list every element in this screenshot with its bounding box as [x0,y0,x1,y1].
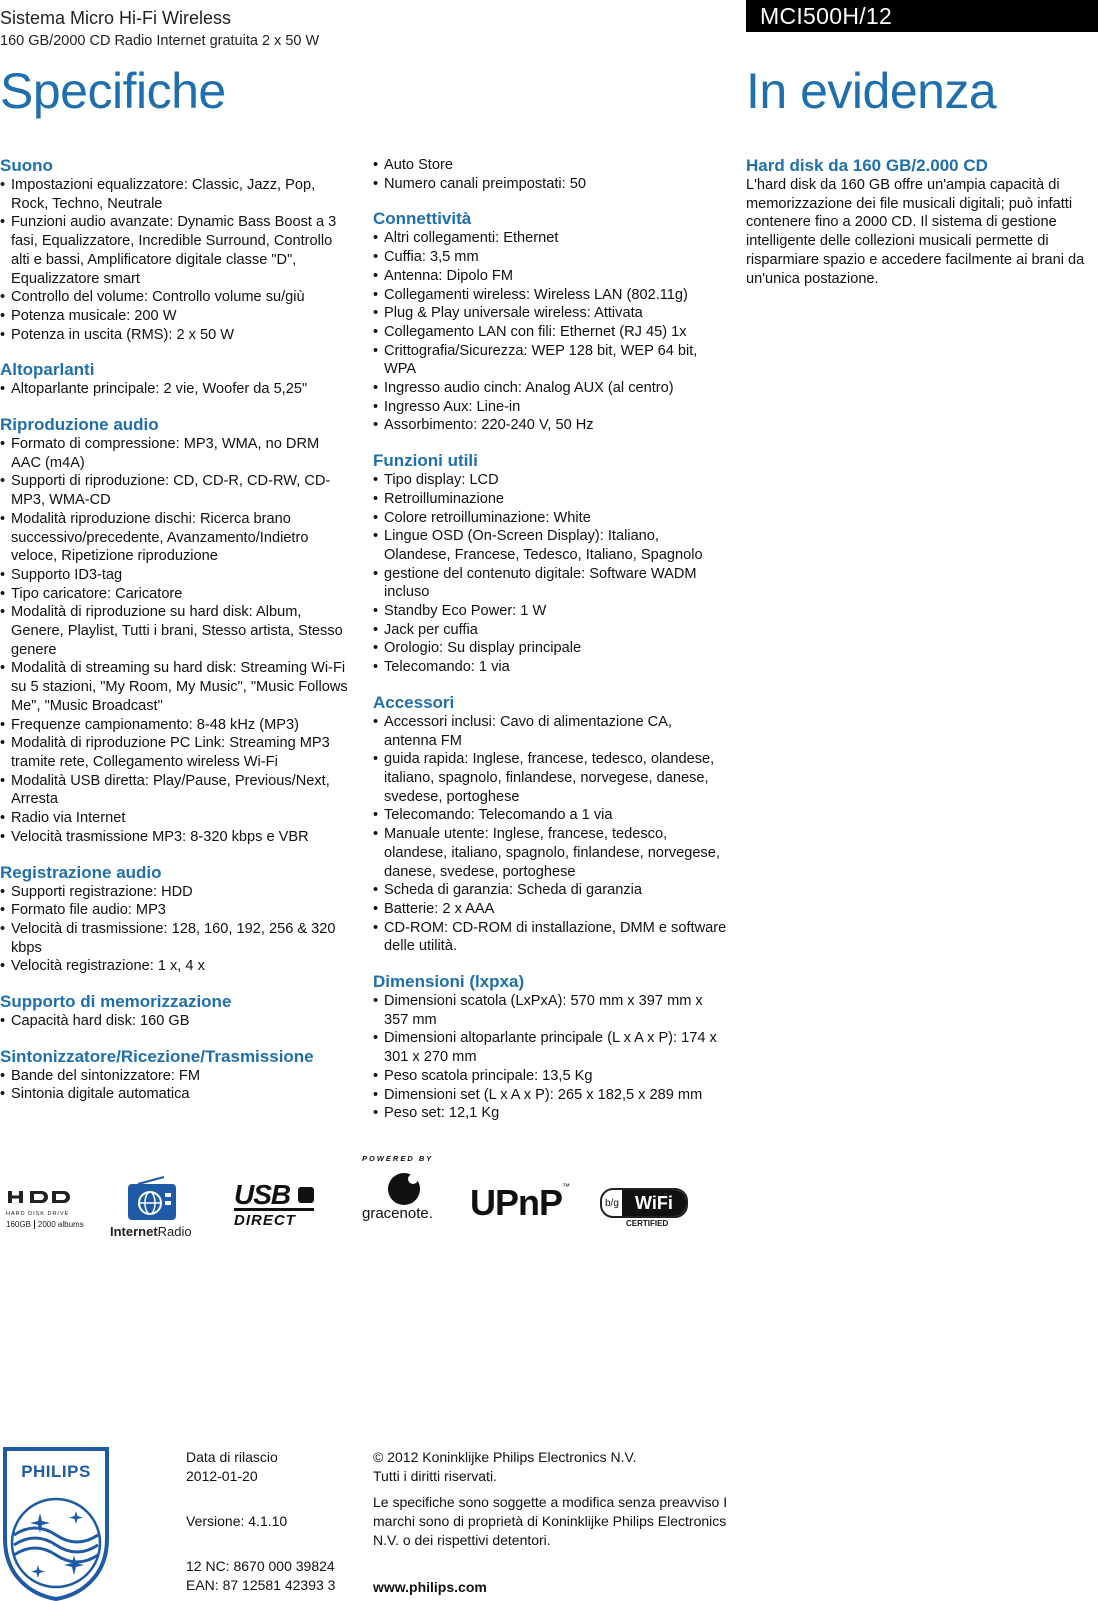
section-title: Altoparlanti [0,360,95,380]
spec-item: • Potenza in uscita (RMS): 2 x 50 W [0,326,350,345]
specs-column-2 [373,156,728,1123]
spec-item: • Supporti registrazione: HDD [0,883,350,902]
footer-legal [373,1448,728,1550]
spec-list [373,471,728,677]
spec-item: • Controllo del volume: Controllo volume su/giù [0,288,350,307]
spec-item: • Ingresso Aux: Line-in [373,398,728,417]
section-title: Dimensioni (lxpxa) [373,972,525,992]
spec-section-riproduzione-audio [0,415,350,846]
spec-item: • Funzioni audio avanzate: Dynamic Bass Boost a 3 fasi, Equalizzatore, Incredible Surround, Controllo alti e bassi, Amplificatore digitale classe "D", Equalizzatore smart [0,213,350,288]
model-number-badge: MCI500H/12 [746,0,1098,32]
powered-by-label: POWERED BY [362,1154,434,1163]
footer-release-info [186,1448,356,1595]
spec-item: • Modalità di riproduzione su hard disk: Album, Genere, Playlist, Tutti i brani, Stesso artista, Stesso genere [0,603,350,659]
spec-item: • Modalità riproduzione dischi: Ricerca brano successivo/precedente, Avanzamento/Indietro veloce, Ripetizione riproduzione [0,510,350,566]
spec-list [0,176,350,344]
spec-item: • Modalità USB diretta: Play/Pause, Previous/Next, Arresta [0,772,350,809]
spec-item: • Formato file audio: MP3 [0,901,350,920]
version: Versione: 4.1.10 [186,1513,288,1529]
hdd-capacity [6,1220,86,1229]
spec-item: • Capacità hard disk: 160 GB [0,1012,350,1031]
rights-reserved: Tutti i diritti riservati. [373,1468,497,1484]
spec-list [0,883,350,977]
radio-word: Radio [157,1224,192,1239]
section-title: Sintonizzatore/Ricezione/Trasmissione [0,1046,314,1066]
spec-item: • Radio via Internet [0,809,350,828]
section-title: Supporto di memorizzazione [0,992,232,1012]
spec-item: • Altoparlante principale: 2 vie, Woofer da 5,25" [0,380,350,399]
spec-item: • Frequenze campionamento: 8-48 kHz (MP3) [0,716,350,735]
section-title: Riproduzione audio [0,415,159,435]
product-name: Sistema Micro Hi-Fi Wireless [0,8,232,28]
spec-section-registrazione-audio [0,863,350,977]
internet-word: Internet [110,1224,158,1239]
spec-item: • Potenza musicale: 200 W [0,307,350,326]
spec-item: • Retroilluminazione [373,490,728,509]
spec-item: • Assorbimento: 220-240 V, 50 Hz [373,416,728,435]
spec-item: • Orologio: Su display principale [373,639,728,658]
spec-item: • Velocità trasmissione MP3: 8-320 kbps e VBR [0,828,350,847]
spec-item: • Peso set: 12,1 Kg [373,1104,728,1123]
highlights-title: In evidenza [746,63,997,119]
spec-item: • Telecomando: Telecomando a 1 via [373,806,728,825]
section-title: Funzioni utili [373,451,478,471]
hdd-capacity-gb: 160GB [6,1220,31,1229]
spec-item: • Ingresso audio cinch: Analog AUX (al centro) [373,379,728,398]
highlight-title: Hard disk da 160 GB/2.000 CD [746,156,988,175]
highlights-column [746,156,1098,288]
spec-section-suono [0,156,350,344]
spec-item: • Auto Store [373,156,728,175]
spec-list [0,380,350,399]
usb-direct-logo [234,1179,334,1229]
spec-item: • Manuale utente: Inglese, francese, tedesco, olandese, italiano, spagnolo, finlandese, norvegese, danese, svedese, portoghese [373,825,728,881]
wifi-wordmark: WiFi [622,1190,686,1216]
wifi-badge [600,1188,688,1218]
spec-list-continued [373,156,728,193]
gracenote-wordmark: gracenote. [362,1205,433,1222]
internet-radio-logo [110,1176,210,1239]
section-title: Suono [0,156,53,175]
spec-item: • Supporto ID3-tag [0,566,350,585]
product-subtitle: 160 GB/2000 CD Radio Internet gratuita 2 x 50 W [0,33,320,49]
hdd-logo [6,1190,86,1229]
section-title: Registrazione audio [0,862,162,882]
spec-item: • Dimensioni altoparlante principale (L x A x P): 174 x 301 x 270 mm [373,1029,728,1066]
website-link[interactable]: www.philips.com [373,1579,487,1595]
spec-item: • Impostazioni equalizzatore: Classic, Jazz, Pop, Rock, Techno, Neutrale [0,176,350,213]
spec-section-funzioni-utili [373,451,728,677]
feature-logos [0,1154,720,1270]
usb-wordmark: USB [234,1179,291,1210]
release-label: Data di rilascio [186,1449,278,1465]
wifi-standard: b/g [605,1197,619,1209]
hdd-logo-caption: HARD DISK DRIVE [6,1211,70,1217]
spec-section-altoparlanti [0,360,350,399]
spec-item: • Bande del sintonizzatore: FM [0,1067,350,1086]
spec-list [0,1012,350,1031]
hdd-wordmark-icon [6,1190,84,1208]
spec-item: • Lingue OSD (On-Screen Display): Italiano, Olandese, Francese, Tedesco, Italiano, Spagnolo [373,527,728,564]
usb-direct-wordmark: DIRECT [234,1208,314,1229]
spec-item: • Collegamento LAN con fili: Ethernet (RJ 45) 1x [373,323,728,342]
spec-item: • Accessori inclusi: Cavo di alimentazione CA, antenna FM [373,713,728,750]
spec-item: • Collegamenti wireless: Wireless LAN (802.11g) [373,286,728,305]
release-date: 2012-01-20 [186,1468,258,1484]
nc-code: 12 NC: 8670 000 39824 [186,1558,335,1574]
spec-item: • Dimensioni set (L x A x P): 265 x 182,5 x 289 mm [373,1086,728,1105]
radio-icon [126,1176,178,1222]
ean-code: EAN: 87 12581 42393 3 [186,1577,336,1593]
spec-item: • Batterie: 2 x AAA [373,900,728,919]
spec-item: • Altri collegamenti: Ethernet [373,229,728,248]
spec-item: • Modalità di streaming su hard disk: Streaming Wi-Fi su 5 stazioni, "My Room, My Music", "Music Follows Me", "Music Broadcast" [0,659,350,715]
spec-item: • Cuffia: 3,5 mm [373,248,728,267]
spec-item: • Velocità di trasmissione: 128, 160, 192, 256 & 320 kbps [0,920,350,957]
spec-list [373,713,728,956]
spec-item: • Colore retroilluminazione: White [373,509,728,528]
copyright: © 2012 Koninklijke Philips Electronics N.V. [373,1449,637,1465]
philips-wordmark: PHILIPS [21,1462,91,1481]
spec-item: • Peso scatola principale: 13,5 Kg [373,1067,728,1086]
internet-radio-wordmark [110,1224,210,1239]
spec-list [0,435,350,846]
spec-item: • Scheda di garanzia: Scheda di garanzia [373,881,728,900]
spec-section-connettivita [373,209,728,435]
philips-shield-logo [0,1447,112,1601]
spec-item: • Supporti di riproduzione: CD, CD-R, CD-RW, CD-MP3, WMA-CD [0,472,350,509]
spec-item: • Crittografia/Sicurezza: WEP 128 bit, WEP 64 bit, WPA [373,342,728,379]
spec-item: • Velocità registrazione: 1 x, 4 x [0,957,350,976]
upnp-trademark: ™ [562,1182,571,1191]
section-title: Connettività [373,209,472,229]
spec-item: • Sintonia digitale automatica [0,1085,350,1104]
spec-item: • Dimensioni scatola (LxPxA): 570 mm x 397 mm x 357 mm [373,992,728,1029]
specs-title: Specifiche [0,63,226,119]
gracenote-disc-icon [384,1167,424,1207]
spec-item: • Plug & Play universale wireless: Attivata [373,304,728,323]
spec-list [373,992,728,1123]
spec-section-accessori [373,693,728,956]
wifi-certified-logo [600,1188,690,1228]
spec-item: • Modalità di riproduzione PC Link: Streaming MP3 tramite rete, Collegamento wireless Wi-Fi [0,734,350,771]
upnp-logo [470,1182,570,1224]
spec-list [0,1067,350,1104]
usb-plug-icon [298,1187,314,1203]
spec-list [373,229,728,435]
spec-item: • Antenna: Dipolo FM [373,267,728,286]
hdd-capacity-albums: 2000 albums [37,1220,84,1229]
section-title: Accessori [373,692,455,712]
spec-item: • Numero canali preimpostati: 50 [373,175,728,194]
spec-item: • Standby Eco Power: 1 W [373,602,728,621]
spec-item: • Formato di compressione: MP3, WMA, no DRM AAC (m4A) [0,435,350,472]
spec-section-sintonizzatore [0,1047,350,1104]
specs-column-1 [0,156,350,1104]
spec-section-dimensioni [373,972,728,1123]
spec-item: • Tipo caricatore: Caricatore [0,585,350,604]
spec-item: • guida rapida: Inglese, francese, tedesco, olandese, italiano, spagnolo, finlandese, norvegese, danese, svedese, portoghese [373,750,728,806]
disclaimer: Le specifiche sono soggette a modifica senza preavviso I marchi sono di proprietà di Koninklijke Philips Electronics N.V. o dei rispettivi detentori. [373,1494,728,1548]
gracenote-logo [362,1154,462,1222]
spec-section-supporto-memorizzazione [0,992,350,1031]
spec-item: • CD-ROM: CD-ROM di installazione, DMM e software delle utilità. [373,919,728,956]
spec-item: • Jack per cuffia [373,621,728,640]
upnp-wordmark: UPnP [470,1182,563,1223]
highlight-text: L'hard disk da 160 GB offre un'ampia capacità di memorizzazione dei file musicali digitali; può infatti contenere fino a 2000 CD. Il sistema di gestione intelligente delle collezioni musicali permette di risparmiare spazio e accedere facilmente ai brani da un'unica postazione. [746,177,1085,287]
spec-item: • Telecomando: 1 via [373,658,728,677]
spec-item: • Tipo display: LCD [373,471,728,490]
spec-item: • gestione del contenuto digitale: Software WADM incluso [373,565,728,602]
wifi-certified-label: CERTIFIED [626,1219,669,1228]
